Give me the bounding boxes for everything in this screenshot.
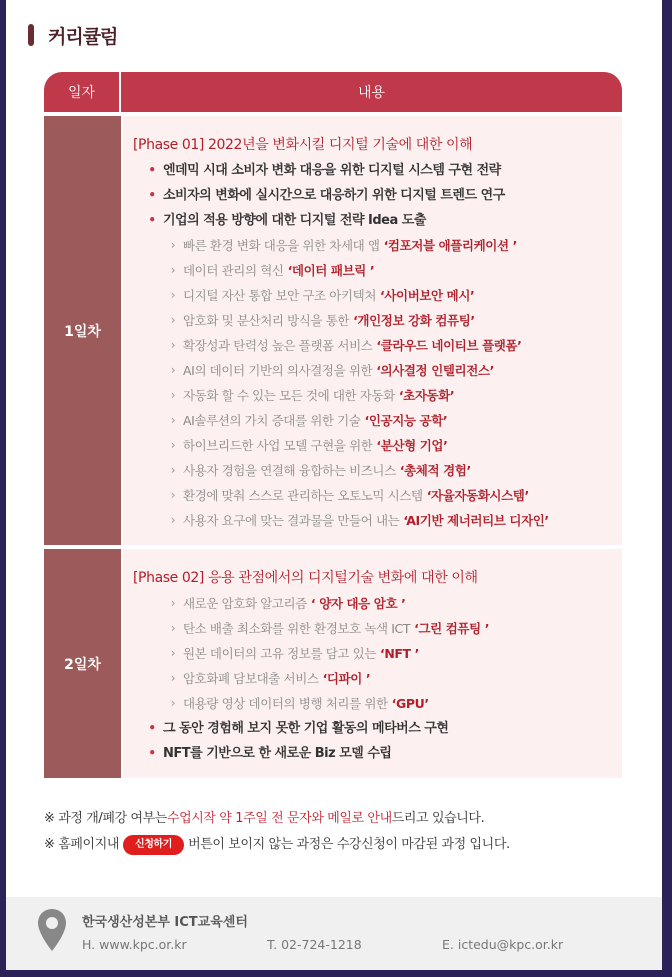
curriculum-table [44, 72, 622, 778]
sub-item: › 확장성과 탄력성 높은 플랫폼 서비스 ‘클라우드 네이티브 플랫폼’ [133, 333, 622, 358]
notice-line-2: ※ 홈페이지내 신청하기 버튼이 보이지 않는 과정은 수강신청이 마감된 과정 입니다. [44, 832, 510, 858]
table-header [44, 72, 622, 112]
sub-item: › 디지털 자산 통합 보안 구조 아키텍처 ‘사이버보안 메시’ [133, 283, 622, 308]
section-header [28, 22, 117, 48]
location-pin-icon [36, 907, 68, 953]
title-bar-decoration [28, 24, 34, 46]
day-label: 1일차 [44, 116, 121, 545]
day1-content [123, 116, 622, 545]
table-row-day1 [44, 116, 622, 545]
notice-line-1: ※ 과정 개/폐강 여부는 수업시작 약 1주일 전 문자와 메일로 안내 드리고 있습니다. [44, 811, 485, 826]
bullet-icon: • [148, 746, 156, 760]
chevron-right-icon: › [170, 463, 176, 477]
sub-item: › 자동화 할 수 있는 모든 것에 대한 자동화 ‘초자동화’ [133, 383, 622, 408]
chevron-right-icon: › [170, 388, 176, 402]
phone-number: T. 02-724-1218 [267, 937, 362, 952]
phase-title: [Phase 02] 응용 관점에서의 디지털기술 변화에 대한 이해 [133, 570, 478, 586]
homepage-link[interactable]: H. www.kpc.or.kr [82, 937, 187, 952]
chevron-right-icon: › [170, 413, 176, 427]
chevron-right-icon: › [170, 596, 176, 610]
chevron-right-icon: › [170, 238, 176, 252]
bullet-icon: • [148, 721, 156, 735]
list-item: • 엔데믹 시대 소비자 변화 대응을 위한 디지털 시스템 구현 전략 [133, 158, 622, 183]
sub-item: › 암호화폐 담보대출 서비스 ‘디파이 ’ [133, 666, 622, 691]
chevron-right-icon: › [170, 288, 176, 302]
sub-item: › 데이터 관리의 혁신 ‘데이터 패브릭 ’ [133, 258, 622, 283]
chevron-right-icon: › [170, 513, 176, 527]
phase-title: [Phase 01] 2022년을 변화시킬 디지털 기술에 대한 이해 [133, 137, 473, 153]
sub-item: › 대용량 영상 데이터의 병행 처리를 위한 ‘GPU’ [133, 691, 622, 716]
chevron-right-icon: › [170, 438, 176, 452]
section-title: 커리큘럼 [48, 25, 118, 48]
list-item: • 소비자의 변화에 실시간으로 대응하기 위한 디지털 트렌드 연구 [133, 183, 622, 208]
chevron-right-icon: › [170, 338, 176, 352]
chevron-right-icon: › [170, 646, 176, 660]
sub-item: › 새로운 암호화 알고리즘 ‘ 양자 대응 암호 ’ [133, 591, 622, 616]
sub-item: › 하이브리드한 사업 모델 구현을 위한 ‘분산형 기업’ [133, 433, 622, 458]
sub-item: › 원본 데이터의 고유 정보를 담고 있는 ‘NFT ’ [133, 641, 622, 666]
chevron-right-icon: › [170, 363, 176, 377]
sub-item: › 사용자 요구에 맞는 결과물을 만들어 내는 ‘AI기반 제너러티브 디자인’ [133, 508, 622, 533]
list-item: • NFT를 기반으로 한 새로운 Biz 모델 수립 [133, 741, 622, 766]
email-link[interactable]: E. ictedu@kpc.or.kr [442, 937, 564, 952]
chevron-right-icon: › [170, 263, 176, 277]
footer [6, 897, 662, 970]
bullet-icon: • [148, 188, 156, 202]
chevron-right-icon: › [170, 621, 176, 635]
chevron-right-icon: › [170, 671, 176, 685]
apply-button[interactable]: 신청하기 [123, 835, 184, 855]
sub-item: › 사용자 경험을 연결해 융합하는 비즈니스 ‘총체적 경험’ [133, 458, 622, 483]
bullet-icon: • [148, 213, 156, 227]
list-item: • 기업의 적용 방향에 대한 디지털 전략 Idea 도출 [133, 208, 622, 233]
sub-item: › AI솔루션의 가치 증대를 위한 기술 ‘인공지능 공학’ [133, 408, 622, 433]
bullet-icon: • [148, 163, 156, 177]
header-day: 일자 [44, 72, 121, 112]
sub-item: › 환경에 맞춰 스스로 관리하는 오토노믹 시스템 ‘자율자동화시스템’ [133, 483, 622, 508]
org-name: 한국생산성본부 ICT교육센터 [82, 915, 248, 930]
header-content: 내용 [357, 85, 386, 101]
chevron-right-icon: › [170, 488, 176, 502]
table-row-day2 [44, 549, 622, 778]
sub-item: › 빠른 환경 변화 대응을 위한 차세대 앱 ‘컴포저블 애플리케이션 ’ [133, 233, 622, 258]
chevron-right-icon: › [170, 696, 176, 710]
sub-item: › 암호화 및 분산처리 방식을 통한 ‘개인정보 강화 컴퓨팅’ [133, 308, 622, 333]
day2-content [123, 549, 622, 778]
sub-item: › 탄소 배출 최소화를 위한 환경보호 녹색 ICT ‘그린 컴퓨팅 ’ [133, 616, 622, 641]
sub-item: › AI의 데이터 기반의 의사결정을 위한 ‘의사결정 인텔리전스’ [133, 358, 622, 383]
day-label: 2일차 [44, 549, 121, 778]
notice-block [44, 806, 510, 858]
list-item: • 그 동안 경험해 보지 못한 기업 활동의 메타버스 구현 [133, 716, 622, 741]
chevron-right-icon: › [170, 313, 176, 327]
